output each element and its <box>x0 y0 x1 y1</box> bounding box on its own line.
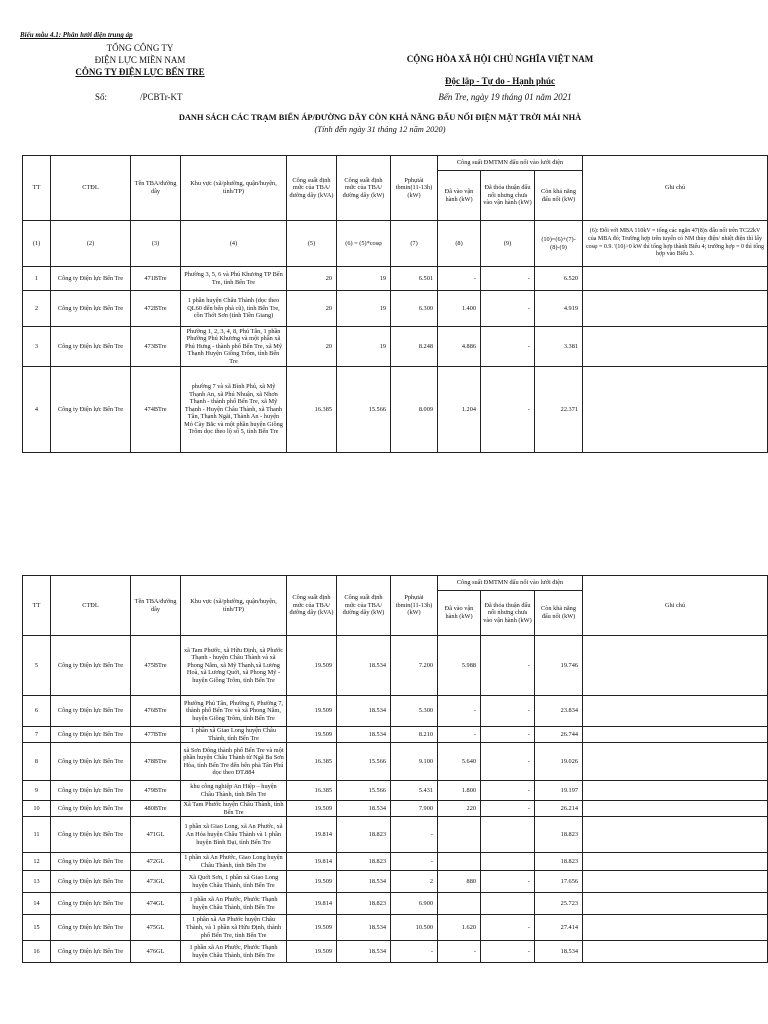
table-row <box>23 367 768 453</box>
row-da-van-hanh <box>438 893 481 915</box>
row-con-kha-nang: 27.414 <box>535 915 583 941</box>
col-group-dmtmn: Công suất ĐMTMN đấu nối vào lưới điện <box>438 576 583 591</box>
row-cs-kw: 18.534 <box>337 636 391 696</box>
row-tt: 12 <box>23 853 51 871</box>
row-tt: 7 <box>23 727 51 743</box>
row-khu-vuc: 1 phần xã An Phước huyện Châu Thành, và 1 phần xã Hữu Định, thành phố Bến Tre, tỉnh Bến Tre <box>181 915 287 941</box>
row-cs-kva: 20 <box>287 267 337 291</box>
row-cs-kva: 16.385 <box>287 781 337 801</box>
col-pphutai: Pphụtải tbmin(11-13h) (kW) <box>391 576 438 636</box>
row-ctdl: Công ty Điện lực Bến Tre <box>51 367 131 453</box>
row-cs-kw: 18.534 <box>337 801 391 817</box>
index-note: (6): Đối với MBA 110kV = tổng các ngăn 47(8)x đấu nối trên TC22kV của MBA đó; Trường hợp trên tuyến có NM thủy điện/ nhiệt điện thì lấy cosφ = 0.9. '(10)>0 kW thì tổng hợp thành Biểu 4; trường hợp = 0 thì tổng hợp vào Biểu 3. <box>583 221 768 267</box>
row-ghi-chu <box>583 781 768 801</box>
col-cs-kva: Công suất định mức của TBA/đường dây (kVA) <box>287 156 337 221</box>
row-pphutai: 8.210 <box>391 727 438 743</box>
row-khu-vuc: 1 phần huyện Châu Thành (dọc theo QL60 đến bến phà cũ), tỉnh Bến Tre, cồn Thới Sơn (tỉnh Tiền Giang) <box>181 291 287 327</box>
row-pphutai: 7.900 <box>391 801 438 817</box>
table-row <box>23 636 768 696</box>
row-da-van-hanh <box>438 817 481 853</box>
table-row <box>23 871 768 893</box>
table-body-page-1 <box>23 267 768 453</box>
row-con-kha-nang: 18.823 <box>535 817 583 853</box>
index-cell: (1) <box>23 221 51 267</box>
row-khu-vuc: 1 phần xã An Phước, Phước Thạnh huyện Châu Thành, tỉnh Bến Tre <box>181 941 287 963</box>
row-con-kha-nang: 26.214 <box>535 801 583 817</box>
row-cs-kva: 16.385 <box>287 367 337 453</box>
table-row <box>23 853 768 871</box>
index-row <box>23 221 768 267</box>
row-tt: 11 <box>23 817 51 853</box>
table-row <box>23 327 768 367</box>
row-cs-kw: 18.534 <box>337 871 391 893</box>
substation-table-page-1 <box>22 155 768 453</box>
row-da-van-hanh: 1.204 <box>438 367 481 453</box>
row-con-kha-nang: 25.723 <box>535 893 583 915</box>
row-da-van-hanh <box>438 853 481 871</box>
table-row <box>23 727 768 743</box>
row-cs-kva: 20 <box>287 291 337 327</box>
row-pphutai: 8.248 <box>391 327 438 367</box>
row-khu-vuc: xã Tam Phước, xã Hữu Định, xã Phước Thạnh - huyện Châu Thành và xã Phong Nẫm, xã Mỹ Thạnh,xã Lương Hoà, xã Lương Quới, xã Phong Mỹ - huyện Giồng Trôm, tỉnh Bến Tre <box>181 636 287 696</box>
row-cs-kw: 19 <box>337 267 391 291</box>
col-cs-kw: Công suất định mức của TBA/đường dây (kW) <box>337 156 391 221</box>
row-da-thoa-thuan <box>481 853 535 871</box>
row-cs-kw: 18.534 <box>337 727 391 743</box>
row-con-kha-nang: 17.656 <box>535 871 583 893</box>
col-ctdl: CTĐL <box>51 156 131 221</box>
row-cs-kw: 18.823 <box>337 893 391 915</box>
row-da-thoa-thuan: - <box>481 781 535 801</box>
row-ctdl: Công ty Điện lực Bến Tre <box>51 743 131 781</box>
row-con-kha-nang: 26.744 <box>535 727 583 743</box>
row-cs-kw: 18.534 <box>337 915 391 941</box>
row-ctdl: Công ty Điện lực Bến Tre <box>51 781 131 801</box>
row-da-thoa-thuan: - <box>481 636 535 696</box>
row-tba: 477BTre <box>131 727 181 743</box>
row-pphutai: 6.900 <box>391 893 438 915</box>
row-con-kha-nang: 18.534 <box>535 941 583 963</box>
row-tt: 8 <box>23 743 51 781</box>
col-da-van-hanh: Đã vào vận hành (kW) <box>438 171 481 221</box>
row-cs-kw: 19 <box>337 327 391 367</box>
row-da-thoa-thuan: - <box>481 696 535 727</box>
index-cell: (8) <box>438 221 481 267</box>
row-da-thoa-thuan: - <box>481 941 535 963</box>
row-da-thoa-thuan: - <box>481 291 535 327</box>
row-ctdl: Công ty Điện lực Bến Tre <box>51 267 131 291</box>
col-ghi-chu: Ghi chú <box>583 156 768 221</box>
col-khu-vuc: Khu vực (xã/phường, quận/huyện, tỉnh/TP) <box>181 576 287 636</box>
row-tba: 471GL <box>131 817 181 853</box>
row-tt: 1 <box>23 267 51 291</box>
row-da-van-hanh: 220 <box>438 801 481 817</box>
row-ghi-chu <box>583 696 768 727</box>
row-tt: 13 <box>23 871 51 893</box>
row-con-kha-nang: 19.026 <box>535 743 583 781</box>
table-row <box>23 801 768 817</box>
row-pphutai: 9.100 <box>391 743 438 781</box>
row-pphutai: 5.431 <box>391 781 438 801</box>
row-khu-vuc: 1 phần xã Giao Long, xã An Phước, xã An Hóa huyện Châu Thành và 1 phần huyện Bình Đại, tỉnh Bến Tre <box>181 817 287 853</box>
col-con-kha-nang: Còn khả năng đấu nối (kW) <box>535 591 583 636</box>
row-tt: 16 <box>23 941 51 963</box>
row-pphutai: 8.009 <box>391 367 438 453</box>
row-khu-vuc: 1 phần xã An Phước, Phước Thạnh huyện Châu Thành, tỉnh Bến Tre <box>181 893 287 915</box>
row-da-thoa-thuan: - <box>481 871 535 893</box>
row-pphutai: 10.500 <box>391 915 438 941</box>
row-tt: 10 <box>23 801 51 817</box>
row-ctdl: Công ty Điện lực Bến Tre <box>51 871 131 893</box>
col-ghi-chu: Ghi chú <box>583 576 768 636</box>
row-pphutai: - <box>391 817 438 853</box>
row-cs-kva: 19.814 <box>287 817 337 853</box>
substation-table-page-2 <box>22 575 768 963</box>
row-tt: 9 <box>23 781 51 801</box>
row-da-thoa-thuan: - <box>481 915 535 941</box>
col-tt: TT <box>23 576 51 636</box>
national-header <box>390 48 610 92</box>
row-cs-kva: 19.509 <box>287 636 337 696</box>
row-cs-kw: 18.534 <box>337 941 391 963</box>
row-da-thoa-thuan: - <box>481 727 535 743</box>
row-cs-kva: 19.509 <box>287 871 337 893</box>
row-ctdl: Công ty Điện lực Bến Tre <box>51 801 131 817</box>
country-name: CỘNG HÒA XÃ HỘI CHỦ NGHĨA VIỆT NAM <box>406 54 594 64</box>
table-row <box>23 817 768 853</box>
row-tt: 2 <box>23 291 51 327</box>
row-con-kha-nang: 6.520 <box>535 267 583 291</box>
row-ctdl: Công ty Điện lực Bến Tre <box>51 817 131 853</box>
row-da-thoa-thuan <box>481 817 535 853</box>
row-khu-vuc: 1 phần xã An Phước, Giao Long huyện Châu Thành, tỉnh Bến Tre <box>181 853 287 871</box>
row-cs-kva: 19.509 <box>287 727 337 743</box>
row-cs-kw: 19 <box>337 291 391 327</box>
row-khu-vuc: xã Sơn Đông thành phố Bến Tre và một phần huyện Châu Thành từ Ngã Ba Sơn Hòa, tỉnh Bến Tre đến bến phà Tân Phú dọc theo ĐT.884 <box>181 743 287 781</box>
row-ghi-chu <box>583 801 768 817</box>
row-con-kha-nang: 4.919 <box>535 291 583 327</box>
row-ctdl: Công ty Điện lực Bến Tre <box>51 327 131 367</box>
row-cs-kw: 15.566 <box>337 743 391 781</box>
row-ghi-chu <box>583 367 768 453</box>
row-ghi-chu <box>583 327 768 367</box>
row-tt: 6 <box>23 696 51 727</box>
org-line-3: CÔNG TY ĐIỆN LỰC BẾN TRE <box>75 67 205 77</box>
row-cs-kva: 19.509 <box>287 941 337 963</box>
table-row <box>23 267 768 291</box>
row-pphutai: - <box>391 853 438 871</box>
col-tt: TT <box>23 156 51 221</box>
row-con-kha-nang: 18.823 <box>535 853 583 871</box>
col-pphutai: Pphụtải tbmin(11-13h) (kW) <box>391 156 438 221</box>
index-cell: (4) <box>181 221 287 267</box>
org-line-2: ĐIỆN LỰC MIỀN NAM <box>94 55 186 65</box>
row-con-kha-nang: 22.371 <box>535 367 583 453</box>
index-cell: (5) <box>287 221 337 267</box>
row-khu-vuc: phường 7 và xã Bình Phú, xã Mỹ Thạnh An, xã Phú Nhuận, xã Nhơn Thạnh - thành phố Bến Tre, xã Mỹ Thạnh - Huyện Châu Thành, xã Thanh Tân, Thạnh Ngãi, Thành An - huyện Mỏ Cày Bắc và một phần huyện Giồng Trôm dọc theo lộ số 5, tỉnh Bến Tre <box>181 367 287 453</box>
row-da-van-hanh: - <box>438 696 481 727</box>
row-pphutai: 5.300 <box>391 696 438 727</box>
row-cs-kva: 16.385 <box>287 743 337 781</box>
row-da-van-hanh: 880 <box>438 871 481 893</box>
form-title: Biểu mẫu 4.1: Phân lưới điện trung áp <box>20 31 133 39</box>
row-ghi-chu <box>583 291 768 327</box>
row-khu-vuc: 1 phần xã Giao Long huyện Châu Thành, tỉnh Bến Tre <box>181 727 287 743</box>
row-con-kha-nang: 19.197 <box>535 781 583 801</box>
row-con-kha-nang: 23.834 <box>535 696 583 727</box>
row-ghi-chu <box>583 636 768 696</box>
index-cell: (9) <box>481 221 535 267</box>
row-ctdl: Công ty Điện lực Bến Tre <box>51 727 131 743</box>
row-tba: 471BTre <box>131 267 181 291</box>
row-tba: 475GL <box>131 915 181 941</box>
row-da-van-hanh: 4.886 <box>438 327 481 367</box>
row-da-thoa-thuan: - <box>481 801 535 817</box>
row-da-van-hanh: 5.988 <box>438 636 481 696</box>
row-tt: 14 <box>23 893 51 915</box>
row-tba: 474GL <box>131 893 181 915</box>
table-row <box>23 291 768 327</box>
row-ctdl: Công ty Điện lực Bến Tre <box>51 893 131 915</box>
row-cs-kw: 15.566 <box>337 781 391 801</box>
row-da-thoa-thuan: - <box>481 743 535 781</box>
row-tba: 478BTre <box>131 743 181 781</box>
row-tba: 475BTre <box>131 636 181 696</box>
row-ghi-chu <box>583 727 768 743</box>
col-cs-kva: Công suất định mức của TBA/đường dây (kVA) <box>287 576 337 636</box>
document-date: Bến Tre, ngày 19 tháng 01 năm 2021 <box>438 92 572 102</box>
index-cell: (6) = (5)*cosφ <box>337 221 391 267</box>
row-tt: 3 <box>23 327 51 367</box>
row-cs-kva: 19.509 <box>287 801 337 817</box>
row-cs-kva: 20 <box>287 327 337 367</box>
row-khu-vuc: Phường 3, 5, 6 và Phú Khương TP Bến Tre, tỉnh Bến Tre <box>181 267 287 291</box>
row-pphutai: 6.501 <box>391 267 438 291</box>
row-tba: 473BTre <box>131 327 181 367</box>
row-ctdl: Công ty Điện lực Bến Tre <box>51 291 131 327</box>
row-da-thoa-thuan <box>481 893 535 915</box>
row-con-kha-nang: 3.381 <box>535 327 583 367</box>
row-ghi-chu <box>583 871 768 893</box>
table-row <box>23 781 768 801</box>
row-ghi-chu <box>583 817 768 853</box>
row-ctdl: Công ty Điện lực Bến Tre <box>51 853 131 871</box>
row-tt: 5 <box>23 636 51 696</box>
row-da-thoa-thuan: - <box>481 367 535 453</box>
index-cell: (2) <box>51 221 131 267</box>
row-cs-kva: 19.814 <box>287 853 337 871</box>
doc-number-label: Số: <box>95 92 108 102</box>
col-da-van-hanh: Đã vào vận hành (kW) <box>438 591 481 636</box>
col-con-kha-nang: Còn khả năng đấu nối (kW) <box>535 171 583 221</box>
national-motto: Độc lập - Tự do - Hạnh phúc <box>444 76 555 86</box>
row-cs-kw: 15.566 <box>337 367 391 453</box>
document-title: DANH SÁCH CÁC TRẠM BIẾN ÁP/ĐƯỜNG DÂY CÒN KHẢ NĂNG ĐẤU NỐI ĐIỆN MẶT TRỜI MÁI NHÀ <box>178 113 582 122</box>
row-ghi-chu <box>583 941 768 963</box>
row-tba: 472GL <box>131 853 181 871</box>
table-row <box>23 743 768 781</box>
col-ctdl: CTĐL <box>51 576 131 636</box>
row-cs-kw: 18.823 <box>337 853 391 871</box>
row-tba: 476GL <box>131 941 181 963</box>
row-tba: 473GL <box>131 871 181 893</box>
index-cell: (7) <box>391 221 438 267</box>
row-da-van-hanh: 1.620 <box>438 915 481 941</box>
row-da-van-hanh: - <box>438 727 481 743</box>
doc-number: /PCBTr-KT <box>140 92 183 102</box>
row-khu-vuc: khu công nghiệp An Hiệp – huyện Châu Thành, tỉnh Bến Tre <box>181 781 287 801</box>
row-pphutai: 2 <box>391 871 438 893</box>
table-row <box>23 915 768 941</box>
row-tba: 476BTre <box>131 696 181 727</box>
col-cs-kw: Công suất định mức của TBA/đường dây (kW) <box>337 576 391 636</box>
col-da-thoa-thuan: Đã thỏa thuận đấu nối nhưng chưa vào vận hành (kW) <box>481 171 535 221</box>
org-line-1: TỔNG CÔNG TY <box>106 43 174 53</box>
row-cs-kw: 18.534 <box>337 696 391 727</box>
table-row <box>23 696 768 727</box>
row-ctdl: Công ty Điện lực Bến Tre <box>51 636 131 696</box>
table-row <box>23 893 768 915</box>
row-ctdl: Công ty Điện lực Bến Tre <box>51 696 131 727</box>
index-cell: (3) <box>131 221 181 267</box>
row-tba: 480BTre <box>131 801 181 817</box>
col-tba: Tên TBA/đường dây <box>131 576 181 636</box>
row-khu-vuc: Xã Quới Sơn, 1 phần xã Giao Long huyện Châu Thành, tỉnh Bến Tre <box>181 871 287 893</box>
row-da-thoa-thuan: - <box>481 327 535 367</box>
row-cs-kva: 19.509 <box>287 696 337 727</box>
row-ghi-chu <box>583 853 768 871</box>
row-tba: 479BTre <box>131 781 181 801</box>
row-tba: 472BTre <box>131 291 181 327</box>
row-da-van-hanh: - <box>438 267 481 291</box>
row-tba: 474BTre <box>131 367 181 453</box>
organization-header <box>45 42 235 78</box>
row-da-van-hanh: 1.800 <box>438 781 481 801</box>
row-ghi-chu <box>583 267 768 291</box>
row-pphutai: 7.200 <box>391 636 438 696</box>
row-con-kha-nang: 19.746 <box>535 636 583 696</box>
row-cs-kva: 19.814 <box>287 893 337 915</box>
col-group-dmtmn: Công suất ĐMTMN đấu nối vào lưới điện <box>438 156 583 171</box>
col-da-thoa-thuan: Đã thỏa thuận đấu nối nhưng chưa vào vận hành (kW) <box>481 591 535 636</box>
row-cs-kva: 19.509 <box>287 915 337 941</box>
row-ghi-chu <box>583 743 768 781</box>
row-cs-kw: 18.823 <box>337 817 391 853</box>
row-ctdl: Công ty Điện lực Bến Tre <box>51 941 131 963</box>
row-tt: 4 <box>23 367 51 453</box>
row-da-van-hanh: - <box>438 941 481 963</box>
row-da-van-hanh: 5.640 <box>438 743 481 781</box>
col-khu-vuc: Khu vực (xã/phường, quận/huyện, tỉnh/TP) <box>181 156 287 221</box>
row-da-van-hanh: 1.400 <box>438 291 481 327</box>
row-ghi-chu <box>583 915 768 941</box>
row-pphutai: - <box>391 941 438 963</box>
document-subtitle: (Tính đến ngày 31 tháng 12 năm 2020) <box>314 125 446 134</box>
row-khu-vuc: Phường Phú Tân, Phường 6, Phường 7, thành phố Bến Tre và xã Phong Nẫm, huyện Giồng Trôm, tỉnh Bến Tre <box>181 696 287 727</box>
row-da-thoa-thuan: - <box>481 267 535 291</box>
row-khu-vuc: Phường 1, 2, 3, 4, 8, Phú Tân, 1 phần Phường Phú Khương và một phần xã Phú Hưng - thành phố Bến Tre, xã Mỹ Thạnh Huyện Giồng Trôm, tỉnh Bến Tre <box>181 327 287 367</box>
col-tba: Tên TBA/đường dây <box>131 156 181 221</box>
row-pphutai: 6.300 <box>391 291 438 327</box>
row-ghi-chu <box>583 893 768 915</box>
row-ctdl: Công ty Điện lực Bến Tre <box>51 915 131 941</box>
row-tt: 15 <box>23 915 51 941</box>
row-khu-vuc: Xã Tam Phước huyện Châu Thành, tỉnh Bến Tre <box>181 801 287 817</box>
table-row <box>23 941 768 963</box>
index-cell: (10)=(6)+(7)-(8)-(9) <box>535 221 583 267</box>
table-body-page-2 <box>23 636 768 963</box>
